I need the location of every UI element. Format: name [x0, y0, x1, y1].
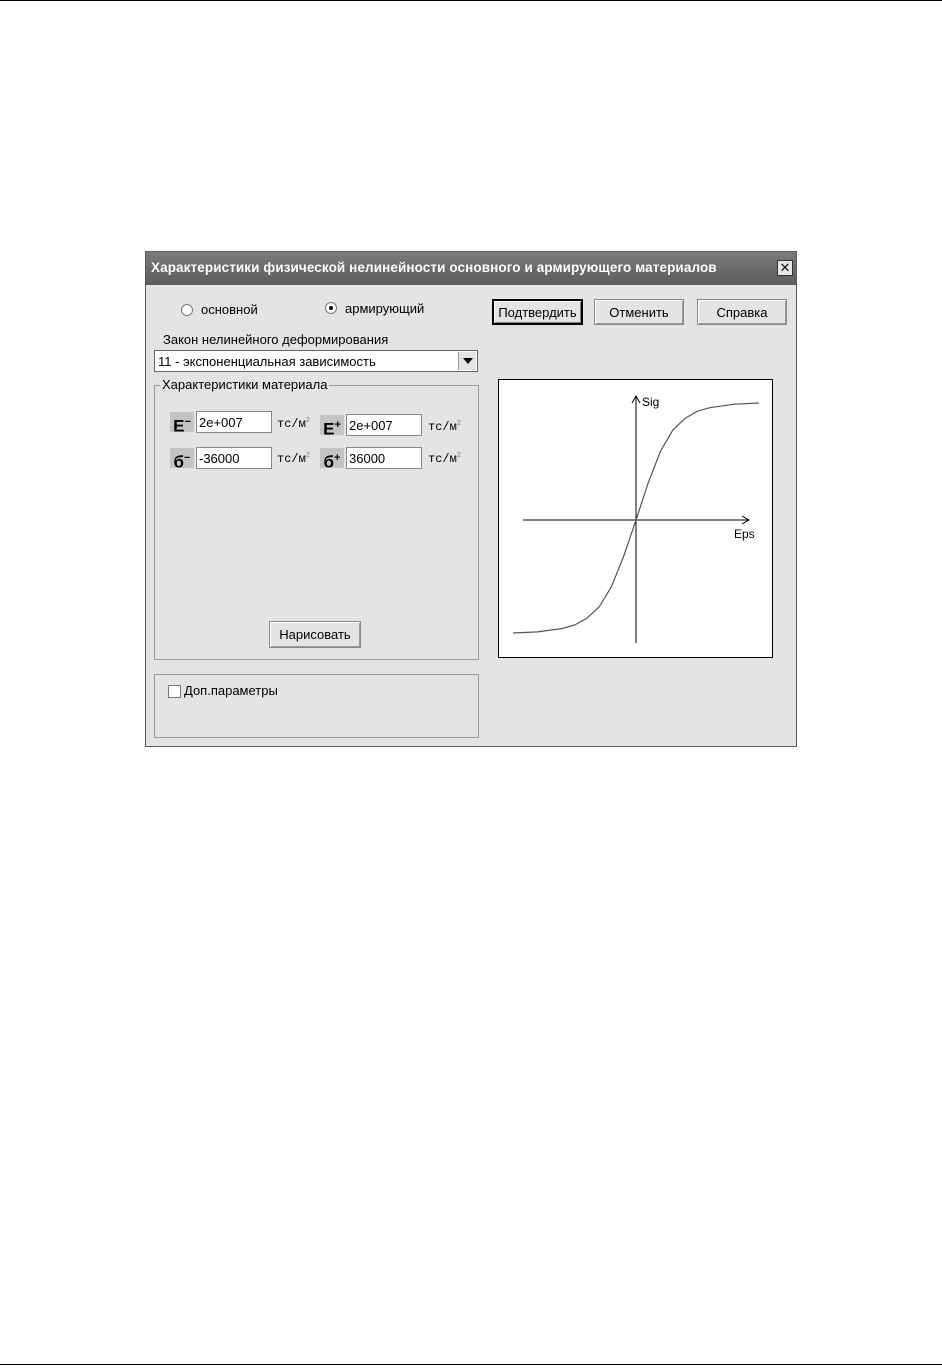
radio-basic-label: основной: [201, 302, 258, 317]
sigma-minus-unit: $тс/м^2$: [277, 452, 311, 466]
law-select[interactable]: [154, 350, 478, 372]
e-plus-field[interactable]: [346, 414, 422, 436]
help-button[interactable]: Справка: [697, 299, 787, 325]
page-top-rule: [0, 0, 942, 1]
e-plus-unit: $тс/м^2$: [428, 420, 462, 434]
draw-button[interactable]: Нарисовать: [269, 621, 361, 648]
radio-selected-dot: [329, 306, 333, 310]
sigma-plus-field[interactable]: [346, 447, 422, 469]
dialog-titlebar[interactable]: [146, 252, 796, 285]
e-minus-unit: $тс/м^2$: [277, 417, 311, 431]
law-selected-value: 11 - экспоненциальная зависимость: [158, 354, 376, 369]
e-minus-field[interactable]: [196, 411, 272, 433]
chevron-down-icon[interactable]: [458, 352, 476, 370]
page-bottom-rule: [0, 1364, 942, 1365]
extra-params-checkbox[interactable]: [168, 685, 181, 698]
sigma-plus-unit: $тс/м^2$: [428, 452, 462, 466]
confirm-button[interactable]: Подтвердить: [493, 300, 582, 324]
sigma-minus-field[interactable]: [196, 447, 272, 469]
e-minus-symbol: E−: [170, 412, 194, 432]
nonlinearity-dialog: [145, 251, 797, 747]
cancel-button[interactable]: Отменить: [594, 299, 684, 325]
e-plus-symbol: E+: [320, 415, 344, 435]
sigma-plus-symbol: б+: [320, 448, 344, 468]
y-axis-label: Sig: [642, 395, 660, 409]
material-group-label: Характеристики материала: [162, 377, 328, 392]
sigma-minus-symbol: б−: [170, 448, 194, 468]
stress-strain-chart: [499, 380, 772, 657]
radio-reinforcing-label: армирующий: [345, 301, 425, 316]
stress-strain-plot: [498, 379, 773, 658]
dialog-title: Характеристики физической нелинейности основного и армирующего материалов: [151, 260, 717, 275]
close-icon[interactable]: ✕: [777, 260, 793, 276]
extra-params-label: Доп.параметры: [184, 683, 278, 698]
law-label: Закон нелинейного деформирования: [163, 332, 389, 347]
radio-reinforcing[interactable]: [325, 302, 337, 314]
radio-basic[interactable]: [181, 304, 193, 316]
x-axis-label: Eps: [734, 527, 755, 541]
